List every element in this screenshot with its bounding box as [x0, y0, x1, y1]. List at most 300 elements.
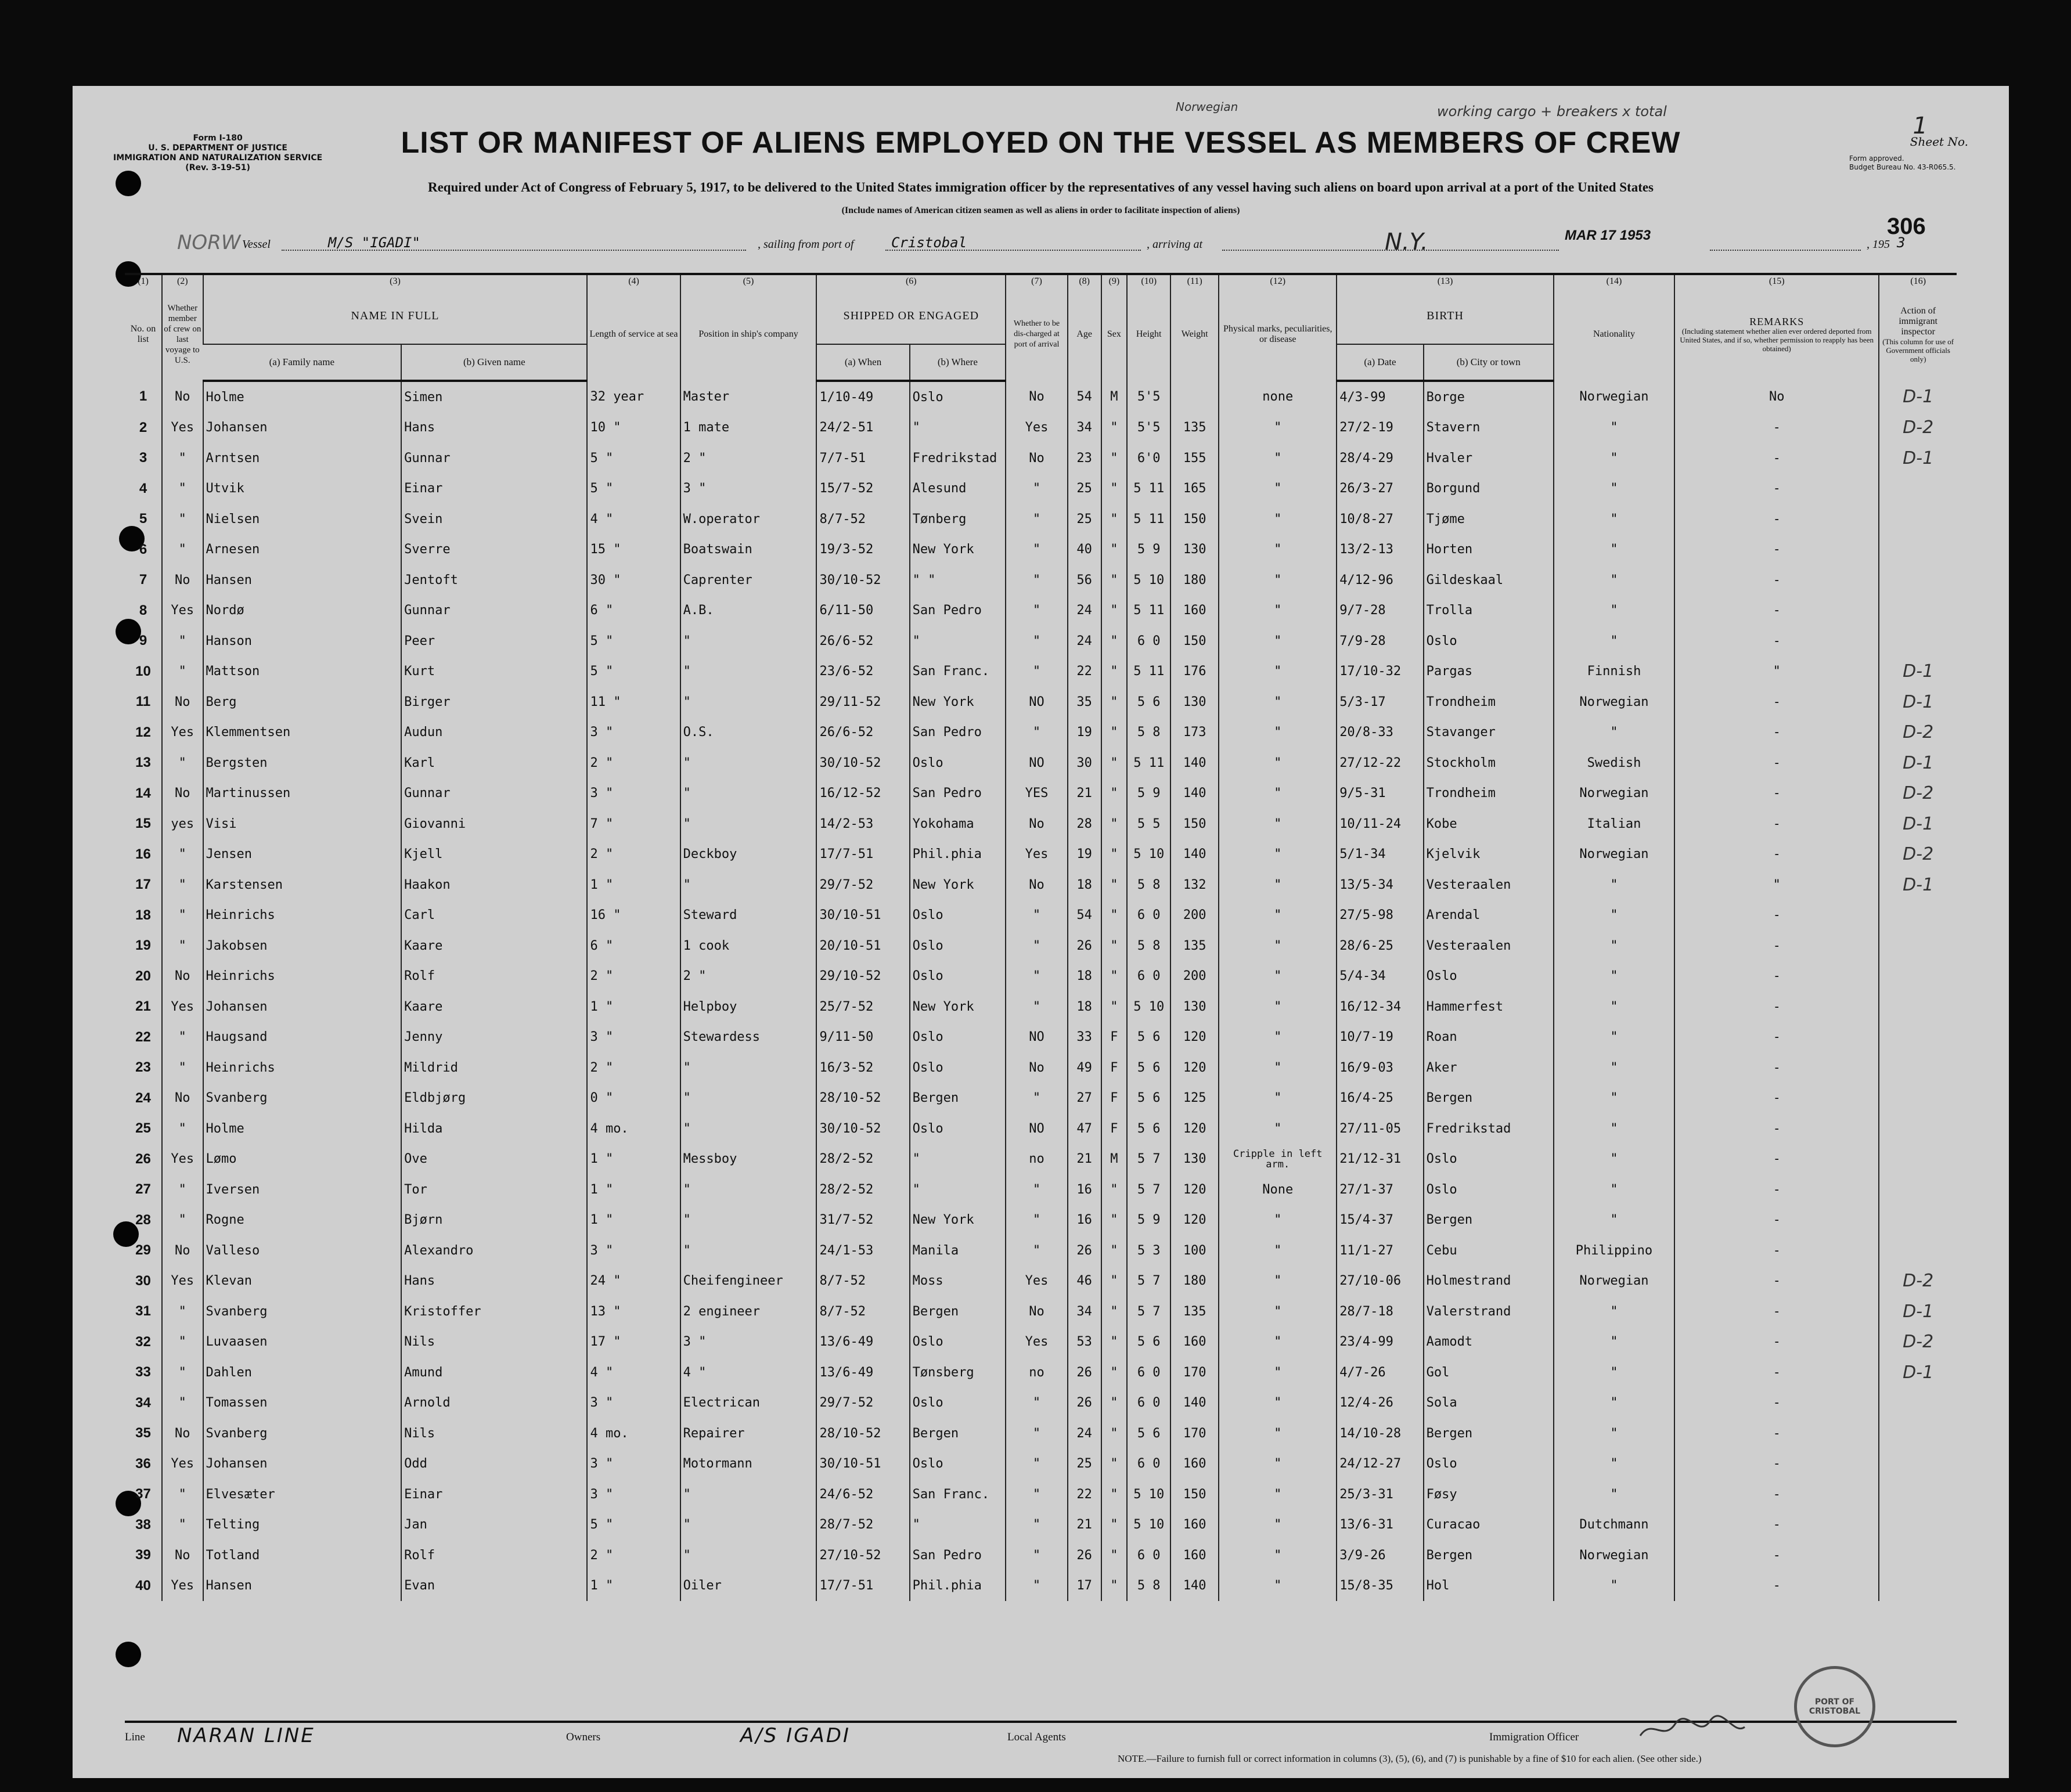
inspector-action [1879, 1388, 1957, 1419]
header-where: (b) Where [910, 344, 1006, 381]
remarks: - [1674, 717, 1879, 748]
height: 5 8 [1127, 870, 1170, 900]
header-action [1879, 288, 1957, 381]
height: 5 10 [1127, 1510, 1170, 1541]
given-name: Nils [401, 1327, 587, 1358]
form-approved-line: Form approved. [1849, 154, 1904, 163]
birth-city: Holmestrand [1424, 1266, 1554, 1297]
given-name: Peer [401, 626, 587, 657]
height: 5 7 [1127, 1174, 1170, 1205]
birth-city: Sola [1424, 1388, 1554, 1419]
department: U. S. DEPARTMENT OF JUSTICE [148, 143, 287, 153]
col-num: (6) [816, 275, 1006, 288]
remarks: - [1674, 1449, 1879, 1480]
family-name: Heinrichs [203, 961, 402, 992]
header-name-in-full: NAME IN FULL [203, 288, 588, 344]
to-be-discharged: No [1006, 381, 1068, 413]
whether-member: " [162, 1205, 203, 1236]
height: 5 6 [1127, 687, 1170, 717]
row-number: 19 [135, 938, 151, 954]
sex: " [1101, 1205, 1128, 1236]
length-of-service: 13 " [587, 1296, 680, 1327]
family-name: Nordø [203, 596, 402, 626]
year-digit: 3 [1897, 235, 1906, 251]
vessel-line [177, 228, 1919, 258]
whether-member: " [162, 657, 203, 687]
row-number: 28 [135, 1212, 151, 1228]
birth-city: Trondheim [1424, 687, 1554, 717]
position: " [680, 778, 817, 809]
position: Steward [680, 900, 817, 931]
table-row [125, 657, 1957, 687]
given-name: Rolf [401, 961, 587, 992]
shipped-when: 30/10-51 [816, 1449, 909, 1480]
agents-label: Local Agents [1007, 1731, 1066, 1743]
manifest-sheet [73, 86, 2009, 1778]
nationality: Norwegian [1554, 839, 1674, 870]
birth-city: Føsy [1424, 1479, 1554, 1510]
sheet-label: Sheet No. [1910, 135, 1968, 149]
physical-marks: " [1219, 565, 1337, 596]
family-name: Jensen [203, 839, 402, 870]
shipped-when: 17/7-51 [816, 1571, 909, 1602]
to-be-discharged: " [1006, 626, 1068, 657]
handwritten-annotation-top: Norwegian [1176, 100, 1238, 114]
physical-marks: " [1219, 1296, 1337, 1327]
shipped-when: 28/2-52 [816, 1144, 909, 1175]
revision: (Rev. 3-19-51) [185, 163, 250, 172]
shipped-where: Bergen [910, 1083, 1006, 1114]
physical-marks: " [1219, 1510, 1337, 1541]
remarks: - [1674, 1266, 1879, 1297]
length-of-service: 4 " [587, 1357, 680, 1388]
height: 5 7 [1127, 1296, 1170, 1327]
shipped-where: Manila [910, 1235, 1006, 1266]
given-name: Jan [401, 1510, 587, 1541]
birth-date: 27/11-05 [1337, 1113, 1423, 1144]
position: 2 " [680, 961, 817, 992]
position: " [680, 1113, 817, 1144]
shipped-where: Tønberg [910, 504, 1006, 535]
birth-city: Trondheim [1424, 778, 1554, 809]
given-name: Einar [401, 1479, 587, 1510]
family-name: Martinussen [203, 778, 402, 809]
weight: 135 [1170, 413, 1219, 444]
length-of-service: 1 " [587, 870, 680, 900]
shipped-when: 31/7-52 [816, 1205, 909, 1236]
nationality: " [1554, 596, 1674, 626]
whether-member: No [162, 687, 203, 717]
age: 49 [1068, 1052, 1101, 1083]
table-row [125, 1266, 1957, 1297]
table-row [125, 1144, 1957, 1175]
family-name: Svanberg [203, 1418, 402, 1449]
arriving-label: , arriving at [1147, 238, 1203, 251]
whether-member: Yes [162, 413, 203, 444]
length-of-service: 1 " [587, 1174, 680, 1205]
table-row [125, 596, 1957, 626]
physical-marks: " [1219, 535, 1337, 565]
remarks: " [1674, 657, 1879, 687]
weight: 170 [1170, 1357, 1219, 1388]
table-row [125, 1052, 1957, 1083]
height: 5 8 [1127, 1571, 1170, 1602]
length-of-service: 5 " [587, 1510, 680, 1541]
height: 5 10 [1127, 991, 1170, 1022]
given-name: Carl [401, 900, 587, 931]
to-be-discharged: " [1006, 1571, 1068, 1602]
inspector-action [1879, 596, 1957, 626]
remarks: - [1674, 443, 1879, 474]
position: " [680, 870, 817, 900]
age: 26 [1068, 1388, 1101, 1419]
shipped-when: 28/10-52 [816, 1418, 909, 1449]
family-name: Luvaasen [203, 1327, 402, 1358]
nationality: Norwegian [1554, 381, 1674, 413]
row-number: 26 [135, 1151, 151, 1167]
header-age: Age [1068, 288, 1101, 381]
to-be-discharged: no [1006, 1357, 1068, 1388]
height: 6 0 [1127, 626, 1170, 657]
table-row [125, 504, 1957, 535]
row-number: 35 [135, 1425, 151, 1441]
stamp-number: 306 [1887, 214, 1926, 239]
weight: 155 [1170, 443, 1219, 474]
whether-member: Yes [162, 991, 203, 1022]
sex: " [1101, 504, 1128, 535]
footer [125, 1721, 1957, 1748]
inspector-action: D-1 [1879, 870, 1957, 900]
row-number: 17 [135, 877, 151, 893]
sex: " [1101, 778, 1128, 809]
inspector-action: D-1 [1879, 657, 1957, 687]
position: Oiler [680, 1571, 817, 1602]
birth-city: Bergen [1424, 1540, 1554, 1571]
height: 6 0 [1127, 1357, 1170, 1388]
birth-date: 5/3-17 [1337, 687, 1423, 717]
col-num: (9) [1101, 275, 1128, 288]
shipped-where: Oslo [910, 1052, 1006, 1083]
to-be-discharged: NO [1006, 1022, 1068, 1053]
col-num: (10) [1127, 275, 1170, 288]
whether-member: No [162, 1418, 203, 1449]
whether-member: No [162, 381, 203, 413]
physical-marks: " [1219, 1113, 1337, 1144]
inspector-action: D-1 [1879, 748, 1957, 778]
nationality: " [1554, 991, 1674, 1022]
remarks: - [1674, 1357, 1879, 1388]
to-be-discharged: Yes [1006, 1327, 1068, 1358]
shipped-when: 13/6-49 [816, 1357, 909, 1388]
inspector-action: D-2 [1879, 717, 1957, 748]
birth-city: Trolla [1424, 596, 1554, 626]
to-be-discharged: " [1006, 900, 1068, 931]
whether-member: " [162, 870, 203, 900]
remarks: - [1674, 1144, 1879, 1175]
to-be-discharged: " [1006, 991, 1068, 1022]
inspector-action [1879, 961, 1957, 992]
to-be-discharged: " [1006, 931, 1068, 961]
given-name: Svein [401, 504, 587, 535]
height: 5 11 [1127, 504, 1170, 535]
nationality: " [1554, 1357, 1674, 1388]
nationality: " [1554, 900, 1674, 931]
family-name: Karstensen [203, 870, 402, 900]
table-row [125, 1296, 1957, 1327]
height: 5 7 [1127, 1266, 1170, 1297]
position: Boatswain [680, 535, 817, 565]
physical-marks: " [1219, 1327, 1337, 1358]
shipped-where: Fredrikstad [910, 443, 1006, 474]
length-of-service: 3 " [587, 1235, 680, 1266]
physical-marks: " [1219, 748, 1337, 778]
length-of-service: 1 " [587, 991, 680, 1022]
sex: " [1101, 1235, 1128, 1266]
birth-city: Cebu [1424, 1235, 1554, 1266]
family-name: Jakobsen [203, 931, 402, 961]
date-stamp: MAR 17 1953 [1565, 228, 1651, 243]
inspector-action [1879, 991, 1957, 1022]
whether-member: " [162, 1174, 203, 1205]
given-name: Gunnar [401, 596, 587, 626]
inspector-action [1879, 1510, 1957, 1541]
family-name: Hansen [203, 1571, 402, 1602]
sex: M [1101, 1144, 1128, 1175]
sex: " [1101, 474, 1128, 504]
weight: 100 [1170, 1235, 1219, 1266]
sex: " [1101, 717, 1128, 748]
height: 5 10 [1127, 839, 1170, 870]
header-physical-marks: Physical marks, peculiarities, or disease [1219, 288, 1337, 381]
birth-date: 13/2-13 [1337, 535, 1423, 565]
table-row [125, 1113, 1957, 1144]
inspector-action [1879, 1144, 1957, 1175]
whether-member: " [162, 535, 203, 565]
family-name: Iversen [203, 1174, 402, 1205]
birth-date: 27/10-06 [1337, 1266, 1423, 1297]
shipped-where: " " [910, 565, 1006, 596]
sex: " [1101, 596, 1128, 626]
table-row [125, 1357, 1957, 1388]
inspector-action [1879, 1083, 1957, 1114]
physical-marks: " [1219, 1418, 1337, 1449]
physical-marks: " [1219, 1388, 1337, 1419]
weight: 200 [1170, 900, 1219, 931]
length-of-service: 11 " [587, 687, 680, 717]
weight: 120 [1170, 1022, 1219, 1053]
shipped-where: San Pedro [910, 717, 1006, 748]
birth-city: Borgund [1424, 474, 1554, 504]
family-name: Arntsen [203, 443, 402, 474]
shipped-where: Oslo [910, 961, 1006, 992]
birth-date: 25/3-31 [1337, 1479, 1423, 1510]
handwritten-annotation-right: working cargo + breakers x total [1437, 103, 1667, 120]
birth-city: Stockholm [1424, 748, 1554, 778]
remarks: - [1674, 931, 1879, 961]
birth-city: Gol [1424, 1357, 1554, 1388]
sex: " [1101, 657, 1128, 687]
header-birth: BIRTH [1337, 288, 1554, 344]
inspector-action [1879, 474, 1957, 504]
whether-member: Yes [162, 1571, 203, 1602]
birth-date: 11/1-27 [1337, 1235, 1423, 1266]
nationality: " [1554, 565, 1674, 596]
shipped-where: Oslo [910, 1022, 1006, 1053]
shipped-when: 28/7-52 [816, 1510, 909, 1541]
birth-city: Tjøme [1424, 504, 1554, 535]
row-number: 4 [139, 480, 147, 496]
table-row [125, 1388, 1957, 1419]
age: 18 [1068, 991, 1101, 1022]
length-of-service: 4 mo. [587, 1113, 680, 1144]
birth-city: Aker [1424, 1052, 1554, 1083]
length-of-service: 10 " [587, 413, 680, 444]
birth-date: 20/8-33 [1337, 717, 1423, 748]
birth-date: 27/12-22 [1337, 748, 1423, 778]
weight: 120 [1170, 1174, 1219, 1205]
position: A.B. [680, 596, 817, 626]
row-number: 3 [139, 450, 147, 466]
family-name: Rogne [203, 1205, 402, 1236]
birth-date: 28/4-29 [1337, 443, 1423, 474]
to-be-discharged: " [1006, 1418, 1068, 1449]
physical-marks: " [1219, 900, 1337, 931]
physical-marks: " [1219, 778, 1337, 809]
age: 40 [1068, 535, 1101, 565]
position: 4 " [680, 1357, 817, 1388]
sex: " [1101, 1266, 1128, 1297]
birth-city: Bergen [1424, 1205, 1554, 1236]
table-row [125, 1479, 1957, 1510]
shipped-where: San Pedro [910, 596, 1006, 626]
nationality: " [1554, 1571, 1674, 1602]
row-number: 24 [135, 1090, 151, 1106]
birth-city: Kobe [1424, 809, 1554, 839]
birth-date: 17/10-32 [1337, 657, 1423, 687]
header-weight: Weight [1170, 288, 1219, 381]
position: Cheifengineer [680, 1266, 817, 1297]
position: " [680, 1235, 817, 1266]
weight: 180 [1170, 1266, 1219, 1297]
remarks: - [1674, 1083, 1879, 1114]
inspector-action [1879, 1571, 1957, 1602]
birth-date: 4/3-99 [1337, 381, 1423, 413]
length-of-service: 2 " [587, 1540, 680, 1571]
remarks: - [1674, 1052, 1879, 1083]
subtitle: Required under Act of Congress of February 5, 1917, to be delivered to the United States immigration officer by the representatives of any vessel having such aliens on board upon arrival at a port of the United States [427, 180, 1654, 194]
nationality: " [1554, 443, 1674, 474]
weight: 135 [1170, 931, 1219, 961]
age: 21 [1068, 1510, 1101, 1541]
whether-member: " [162, 931, 203, 961]
sex: F [1101, 1113, 1128, 1144]
col-num: (7) [1006, 275, 1068, 288]
inspector-action: D-2 [1879, 413, 1957, 444]
birth-city: Kjelvik [1424, 839, 1554, 870]
shipped-where: Phil.phia [910, 1571, 1006, 1602]
to-be-discharged: NO [1006, 748, 1068, 778]
whether-member: " [162, 1479, 203, 1510]
shipped-when: 8/7-52 [816, 504, 909, 535]
shipped-when: 1/10-49 [816, 381, 909, 413]
row-number: 33 [135, 1364, 151, 1380]
shipped-where: " [910, 1174, 1006, 1205]
weight [1170, 381, 1219, 413]
remarks: - [1674, 535, 1879, 565]
given-name: Gunnar [401, 778, 587, 809]
birth-date: 27/2-19 [1337, 413, 1423, 444]
birth-city: Oslo [1424, 1174, 1554, 1205]
shipped-when: 30/10-52 [816, 565, 909, 596]
shipped-where: " [910, 626, 1006, 657]
nationality: " [1554, 1418, 1674, 1449]
physical-marks: " [1219, 1540, 1337, 1571]
height: 5 11 [1127, 657, 1170, 687]
remarks: - [1674, 1174, 1879, 1205]
age: 54 [1068, 900, 1101, 931]
shipped-when: 26/6-52 [816, 717, 909, 748]
height: 5 7 [1127, 1144, 1170, 1175]
given-name: Nils [401, 1418, 587, 1449]
table-row [125, 1174, 1957, 1205]
position: Electrican [680, 1388, 817, 1419]
given-name: Hilda [401, 1113, 587, 1144]
row-number: 27 [135, 1181, 151, 1198]
age: 18 [1068, 961, 1101, 992]
given-name: Kaare [401, 931, 587, 961]
shipped-where: New York [910, 991, 1006, 1022]
table-row [125, 1449, 1957, 1480]
row-number: 31 [135, 1303, 151, 1319]
height: 6 0 [1127, 1388, 1170, 1419]
whether-member: " [162, 504, 203, 535]
birth-date: 13/6-31 [1337, 1510, 1423, 1541]
birth-city: Fredrikstad [1424, 1113, 1554, 1144]
col-num: (1) [138, 276, 149, 286]
table-row [125, 626, 1957, 657]
col-num: (5) [680, 275, 817, 288]
birth-city: Bergen [1424, 1418, 1554, 1449]
length-of-service: 0 " [587, 1083, 680, 1114]
sex: " [1101, 1327, 1128, 1358]
sex: " [1101, 443, 1128, 474]
row-number: 39 [135, 1547, 151, 1563]
position: 3 " [680, 1327, 817, 1358]
row-number: 18 [135, 907, 151, 923]
birth-city: Borge [1424, 381, 1554, 413]
birth-city: Vesteraalen [1424, 870, 1554, 900]
shipped-where: Oslo [910, 748, 1006, 778]
family-name: Hansen [203, 565, 402, 596]
family-name: Mattson [203, 657, 402, 687]
physical-marks: " [1219, 1479, 1337, 1510]
length-of-service: 15 " [587, 535, 680, 565]
nationality: " [1554, 474, 1674, 504]
arrival-port: N.Y. [1385, 229, 1428, 255]
physical-marks: " [1219, 1266, 1337, 1297]
remarks: - [1674, 778, 1879, 809]
row-number: 25 [135, 1120, 151, 1137]
birth-date: 13/5-34 [1337, 870, 1423, 900]
page-title: LIST OR MANIFEST OF ALIENS EMPLOYED ON THE VESSEL AS MEMBERS OF CREW [401, 126, 1681, 160]
to-be-discharged: " [1006, 1449, 1068, 1480]
given-name: Odd [401, 1449, 587, 1480]
sex: " [1101, 748, 1128, 778]
to-be-discharged: " [1006, 961, 1068, 992]
shipped-when: 24/2-51 [816, 413, 909, 444]
to-be-discharged: No [1006, 1296, 1068, 1327]
row-number: 1 [139, 388, 147, 405]
